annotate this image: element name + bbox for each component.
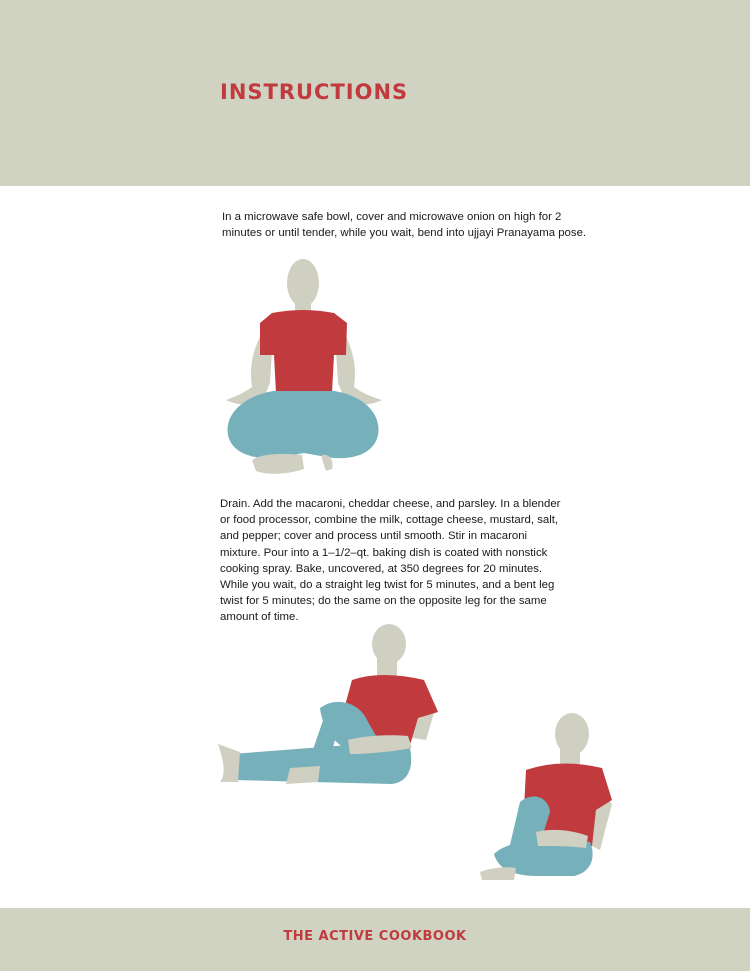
lotus-pose-illustration xyxy=(222,255,387,477)
footer-title: THE ACTIVE COOKBOOK xyxy=(283,929,467,944)
step-1-text: In a microwave safe bowl, cover and microwave onion on high for 2 minutes or until tender, while you wait, bend into ujjayi Pranayama pose. xyxy=(222,211,587,240)
straight-leg-twist-illustration xyxy=(212,622,442,792)
step-2-text: Drain. Add the macaroni, cheddar cheese, and parsley. In a blender or food processor, combine the milk, cottage cheese, mustard, salt, and pepper; cover and process until smooth. Stir in macaroni mixture. Pour into a 1–1/2–qt. baking dish is coated with nonstick cooking spray. Bake, uncovered, at 350 degrees for 20 minutes. While you wait, do a straight leg twist for 5 minutes, and a bent leg twist for 5 minutes; do the same on the opposite leg for the same amount of time. xyxy=(220,498,561,624)
page-title: INSTRUCTIONS xyxy=(220,80,409,104)
bent-leg-twist-illustration xyxy=(476,712,616,882)
